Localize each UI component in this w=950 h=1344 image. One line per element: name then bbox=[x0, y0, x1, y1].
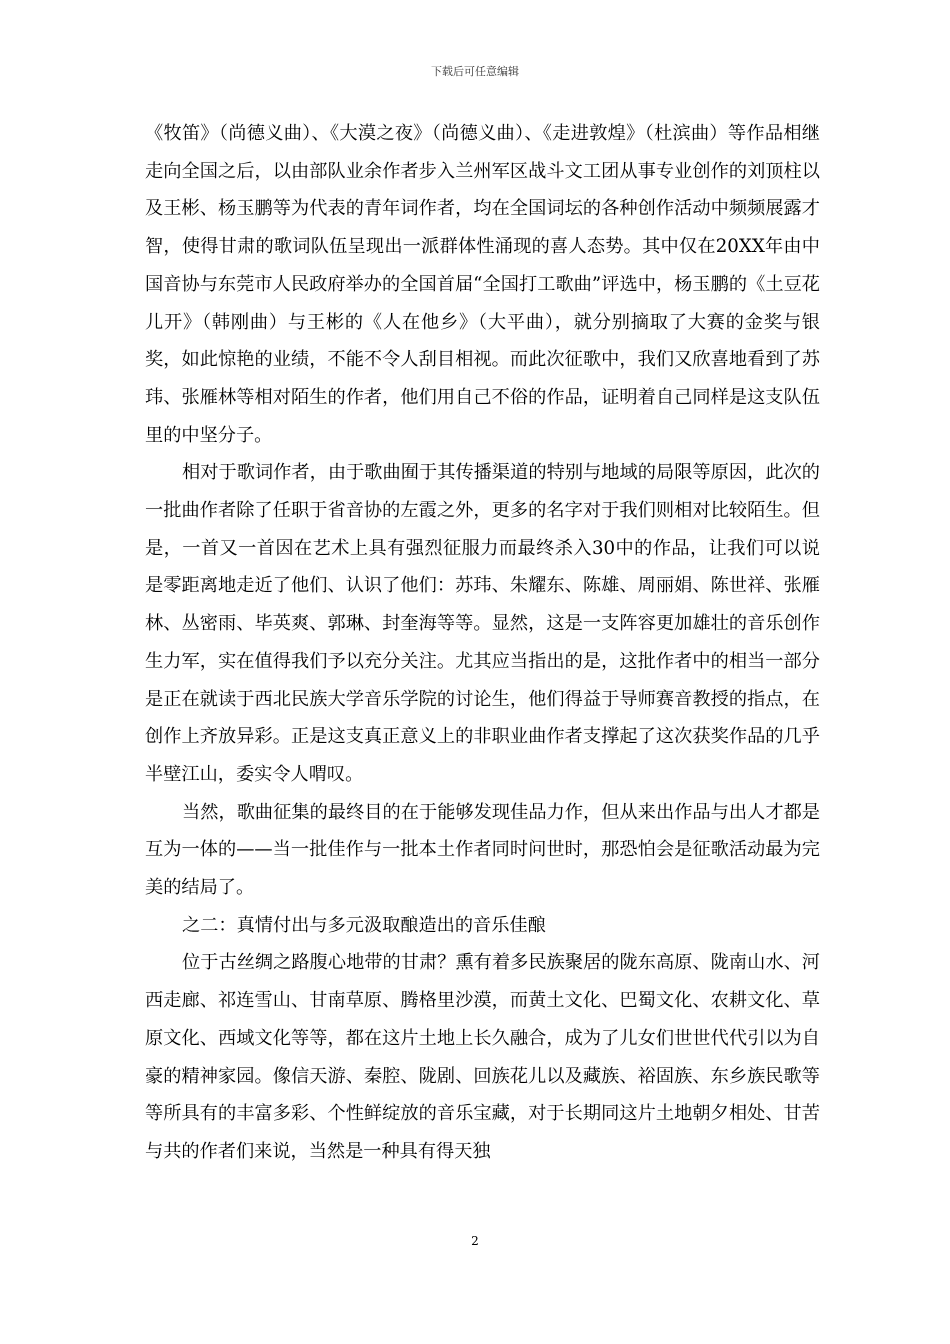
section-heading: 之二：真情付出与多元汲取酿造出的音乐佳酿 bbox=[182, 914, 546, 936]
paragraph-4: 位于古丝绸之路腹心地带的甘肃？熏有着多民族聚居的陇东高原、陇南山水、河西走廊、祁连雪山、甘南草原、腾格里沙漠，而黄土文化、巴蜀文化、农耕文化、草原文化、西域文化等等，都在这片土地上长久融合，成为了儿女们世世代代引以为自豪的精神家园。像信天游、秦腔、陇剧、回族花儿以及藏族、裕固族、东乡族民歌等等所具有的丰富多彩、个性鲜绽放的音乐宝藏，对于长期同这片土地朝夕相处、甘苦与共的作者们来说，当然是一种具有得天独 bbox=[145, 952, 820, 1162]
page-header-note: 下载后可任意编辑 bbox=[431, 65, 519, 78]
page-number: 2 bbox=[471, 1234, 479, 1248]
paragraph-2: 相对于歌词作者，由于歌曲囿于其传播渠道的特别与地域的局限等原因，此次的一批曲作者除了任职于省音协的左霞之外，更多的名字对于我们则相对比较陌生。但是，一首又一首因在艺术上具有强烈征服力而最终杀入30中的作品，让我们可以说是零距离地走近了他们、认识了他们：苏玮、朱耀东、陈雄、周丽娟、陈世祥、张雁林、丛密雨、毕英爽、郭琳、封奎海等等。显然，这是一支阵容更加雄壮的音乐创作生力军，实在值得我们予以充分关注。尤其应当指出的是，这批作者中的相当一部分是正在就读于西北民族大学音乐学院的讨论生，他们得益于导师赛音教授的指点，在创作上齐放异彩。正是这支真正意义上的非职业曲作者支撑起了这次获奖作品的几乎半壁江山，委实令人喟叹。 bbox=[145, 462, 820, 785]
paragraph-3: 当然，歌曲征集的最终目的在于能够发现佳品力作，但从来出作品与出人才都是互为一体的——当一批佳作与一批本土作者同时问世时，那恐怕会是征歌活动最为完美的结局了。 bbox=[145, 801, 820, 899]
paragraph-1: 《牧笛》（尚德义曲）、《大漠之夜》（尚德义曲）、《走进敦煌》（杜滨曲）等作品相继走向全国之后，以由部队业余作者步入兰州军区战斗文工团从事专业创作的刘顶柱以及王彬、杨玉鹏等为代表的青年词作者，均在全国词坛的各种创作活动中频频展露才智，使得甘肃的歌词队伍呈现出一派群体性涌现的喜人态势。其中仅在20XX年由中国音协与东莞市人民政府举办的全国首届“全国打工歌曲”评选中，杨玉鹏的《土豆花儿开》（韩刚曲）与王彬的《人在他乡》（大平曲），就分别摘取了大赛的金奖与银奖，如此惊艳的业绩，不能不令人刮目相视。而此次征歌中，我们又欣喜地看到了苏玮、张雁林等相对陌生的作者，他们用自己不俗的作品，证明着自己同样是这支队伍里的中坚分子。 bbox=[145, 123, 820, 446]
document-body bbox=[145, 115, 820, 1171]
